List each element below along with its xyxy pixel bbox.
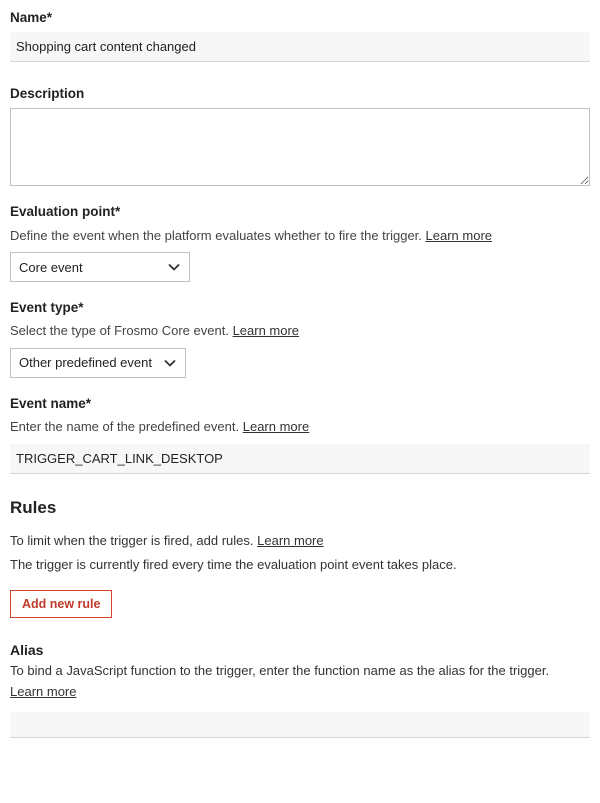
rules-section — [10, 498, 590, 619]
spacer — [10, 474, 590, 498]
name-label: Name* — [10, 10, 53, 25]
event-type-help — [10, 322, 590, 340]
alias-description: To bind a JavaScript function to the trigger, enter the function name as the alias for the trigger. — [10, 663, 550, 679]
name-input[interactable] — [10, 32, 590, 62]
event-name-field-group — [10, 396, 590, 474]
rules-add-hint — [10, 532, 590, 550]
rules-add-hint-text: To limit when the trigger is fired, add rules. — [10, 532, 254, 548]
event-name-learn-more-link[interactable]: Learn more — [242, 419, 310, 435]
alias-input[interactable] — [10, 712, 590, 738]
chevron-down-icon — [167, 260, 181, 274]
event-type-help-text: Select the type of Frosmo Core event. — [10, 323, 229, 339]
rules-learn-more-link[interactable]: Learn more — [257, 532, 324, 548]
evaluation-point-field-group — [10, 204, 590, 282]
chevron-down-icon — [163, 356, 177, 370]
evaluation-point-selected-value: Core event — [19, 259, 83, 275]
event-name-label: Event name* — [10, 395, 92, 411]
spacer — [10, 618, 590, 642]
event-type-selected-value: Other predefined event — [19, 355, 152, 371]
event-type-label: Event type* — [10, 300, 84, 316]
description-textarea[interactable] — [10, 108, 590, 186]
name-field-group — [10, 10, 590, 62]
event-name-input[interactable] — [10, 444, 590, 474]
alias-learn-more-line — [10, 683, 590, 702]
add-new-rule-button[interactable]: Add new rule — [10, 590, 112, 619]
alias-learn-more-link[interactable]: Learn more — [10, 684, 77, 700]
evaluation-point-label: Evaluation point* — [10, 204, 121, 220]
evaluation-point-help — [10, 227, 590, 245]
spacer — [10, 62, 590, 86]
spacer — [10, 186, 590, 204]
evaluation-point-select-wrap — [10, 252, 190, 282]
evaluation-point-help-text: Define the event when the platform evaluates whether to fire the trigger. — [10, 227, 422, 243]
spacer — [10, 704, 590, 712]
spacer — [10, 580, 590, 590]
evaluation-point-learn-more-link[interactable]: Learn more — [425, 227, 493, 243]
event-name-help — [10, 418, 590, 436]
alias-section — [10, 642, 590, 738]
event-type-select[interactable] — [10, 348, 186, 378]
spacer — [10, 378, 590, 396]
event-type-field-group — [10, 300, 590, 378]
spacer — [10, 282, 590, 300]
event-type-select-wrap — [10, 348, 186, 378]
description-field-group — [10, 86, 590, 186]
alias-title: Alias — [10, 642, 44, 659]
rules-status-text: The trigger is currently fired every time the evaluation point event takes place. — [10, 556, 457, 572]
event-name-help-text: Enter the name of the predefined event. — [10, 419, 240, 435]
description-label: Description — [10, 86, 85, 102]
event-type-learn-more-link[interactable]: Learn more — [232, 323, 300, 339]
rules-title: Rules — [10, 497, 57, 517]
evaluation-point-select[interactable] — [10, 252, 190, 282]
